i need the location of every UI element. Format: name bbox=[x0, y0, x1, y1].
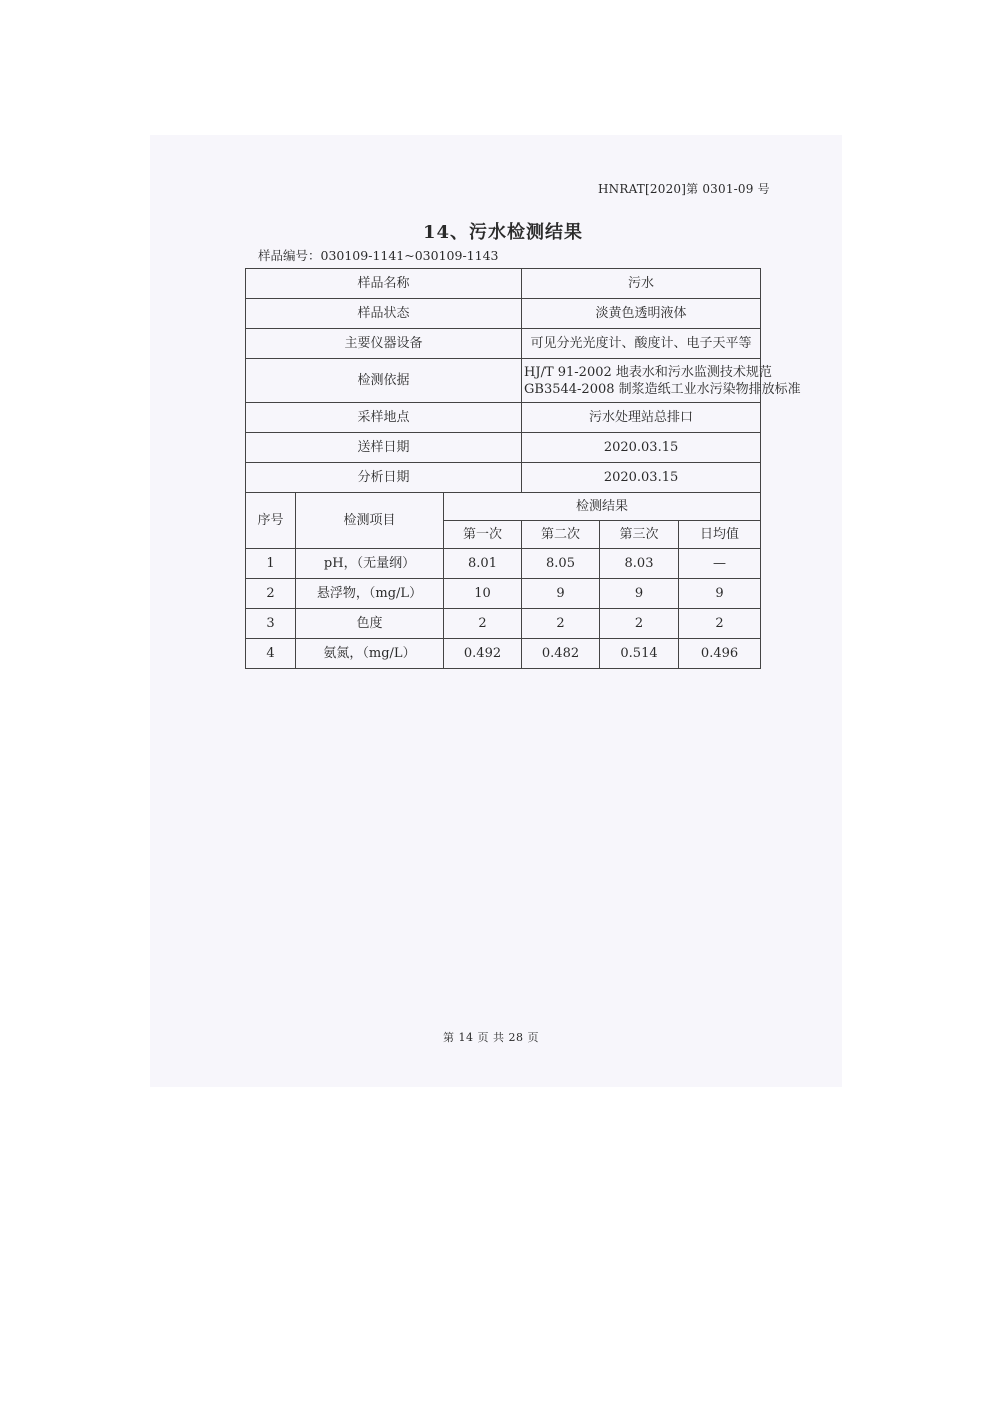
info-value: 可见分光光度计、酸度计、电子天平等 bbox=[522, 329, 761, 359]
info-label: 样品状态 bbox=[246, 299, 522, 329]
row-item: 悬浮物，（mg/L） bbox=[296, 579, 444, 609]
info-row-sample-name bbox=[246, 269, 761, 299]
row-value: 2 bbox=[522, 609, 600, 639]
info-label: 检测依据 bbox=[246, 359, 522, 403]
row-value: 0.492 bbox=[444, 639, 522, 669]
row-value: 10 bbox=[444, 579, 522, 609]
info-label: 送样日期 bbox=[246, 433, 522, 463]
page-title: 14、污水检测结果 bbox=[423, 222, 584, 243]
row-value: — bbox=[679, 549, 761, 579]
table-row bbox=[246, 579, 761, 609]
column-header: 第二次 bbox=[522, 521, 600, 549]
info-label: 样品名称 bbox=[246, 269, 522, 299]
row-value: 9 bbox=[679, 579, 761, 609]
table-row bbox=[246, 549, 761, 579]
results-table bbox=[245, 268, 801, 669]
info-row-sample-state bbox=[246, 299, 761, 329]
row-item: 氨氮，（mg/L） bbox=[296, 639, 444, 669]
row-value: 2 bbox=[679, 609, 761, 639]
row-value: 0.514 bbox=[600, 639, 679, 669]
row-value: 2 bbox=[444, 609, 522, 639]
results-header-row bbox=[246, 493, 761, 521]
info-label: 分析日期 bbox=[246, 463, 522, 493]
row-value: 9 bbox=[522, 579, 600, 609]
info-value bbox=[522, 359, 801, 403]
info-value: 2020.03.15 bbox=[522, 463, 761, 493]
row-value: 9 bbox=[600, 579, 679, 609]
row-value: 2 bbox=[600, 609, 679, 639]
info-row-delivery-date bbox=[246, 433, 761, 463]
row-seq: 4 bbox=[246, 639, 296, 669]
info-value: 淡黄色透明液体 bbox=[522, 299, 761, 329]
row-item: 色度 bbox=[296, 609, 444, 639]
row-item: pH，（无量纲） bbox=[296, 549, 444, 579]
report-number: HNRAT[2020]第 0301-09 号 bbox=[598, 182, 770, 196]
info-value: 污水处理站总排口 bbox=[522, 403, 761, 433]
info-row-equipment bbox=[246, 329, 761, 359]
info-row-analysis-date bbox=[246, 463, 761, 493]
seq-header: 序号 bbox=[246, 493, 296, 549]
row-value: 0.482 bbox=[522, 639, 600, 669]
basis-line: HJ/T 91-2002 地表水和污水监测技术规范 bbox=[524, 364, 772, 380]
row-value: 0.496 bbox=[679, 639, 761, 669]
row-seq: 3 bbox=[246, 609, 296, 639]
row-value: 8.03 bbox=[600, 549, 679, 579]
sample-number: 样品编号：030109-1141~030109-1143 bbox=[258, 248, 499, 263]
column-header: 第三次 bbox=[600, 521, 679, 549]
row-value: 8.05 bbox=[522, 549, 600, 579]
info-row-basis bbox=[246, 359, 761, 403]
page-number: 第 14 页 共 28 页 bbox=[443, 1031, 539, 1044]
column-header: 第一次 bbox=[444, 521, 522, 549]
info-label: 主要仪器设备 bbox=[246, 329, 522, 359]
basis-line: GB3544-2008 制浆造纸工业水污染物排放标准 bbox=[524, 381, 801, 397]
info-label: 采样地点 bbox=[246, 403, 522, 433]
row-value: 8.01 bbox=[444, 549, 522, 579]
table-row bbox=[246, 639, 761, 669]
row-seq: 1 bbox=[246, 549, 296, 579]
info-value: 2020.03.15 bbox=[522, 433, 761, 463]
info-row-sampling-location bbox=[246, 403, 761, 433]
column-header: 日均值 bbox=[679, 521, 761, 549]
row-seq: 2 bbox=[246, 579, 296, 609]
table-row bbox=[246, 609, 761, 639]
results-group-header: 检测结果 bbox=[444, 493, 761, 521]
item-header: 检测项目 bbox=[296, 493, 444, 549]
info-value: 污水 bbox=[522, 269, 761, 299]
